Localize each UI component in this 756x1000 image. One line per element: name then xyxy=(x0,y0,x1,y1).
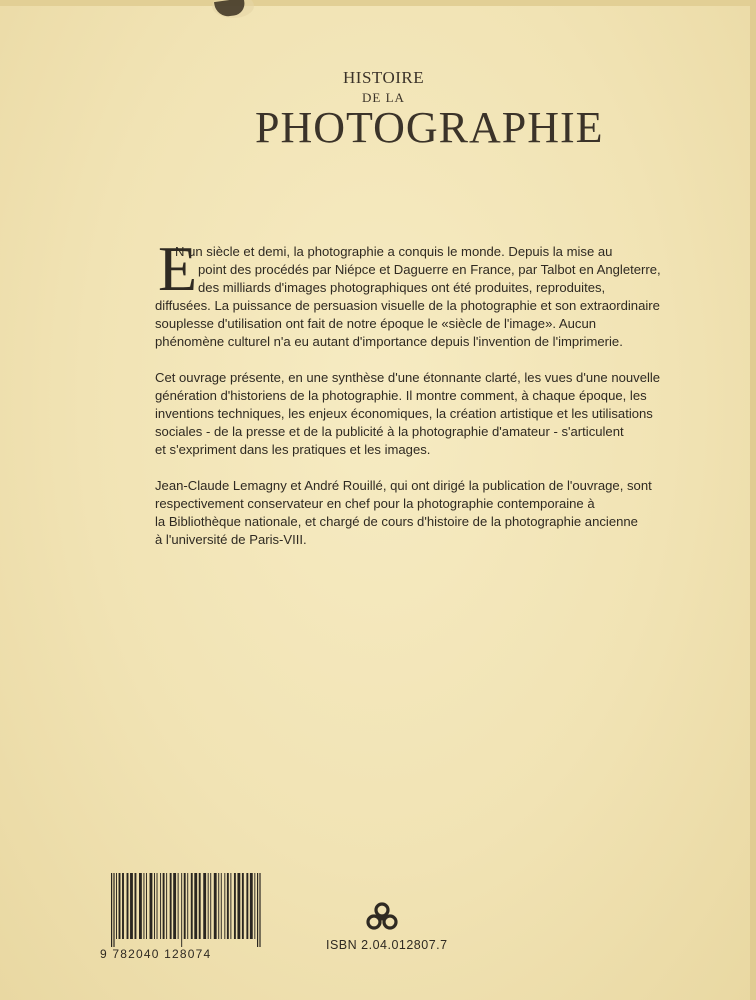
cover-top-edge xyxy=(0,0,756,6)
text-line: Jean-Claude Lemagny et André Rouillé, qui ont dirigé la publication de l'ouvrage, sont xyxy=(155,478,652,493)
text-line: et s'expriment dans les pratiques et les images. xyxy=(155,442,431,457)
text-line: la Bibliothèque nationale, et chargé de cours d'histoire de la photographie ancienne xyxy=(155,514,638,529)
text-line: phénomène culturel n'a eu autant d'importance depuis l'invention de l'imprimerie. xyxy=(155,334,623,349)
paragraph-intro xyxy=(155,233,661,351)
book-title xyxy=(240,68,604,168)
isbn-number: ISBN 2.04.012807.7 xyxy=(326,938,448,952)
text-line: inventions techniques, les enjeux économiques, la création artistique et les utilisations xyxy=(155,406,653,421)
title-line-photographie: PHOTOGRAPHIE xyxy=(255,103,604,152)
barcode-bars xyxy=(109,873,264,947)
text-line: sociales - de la presse et de la publicité à la photographie d'amateur - s'articulent xyxy=(155,424,624,439)
title-line-de-la: DE LA xyxy=(362,90,405,105)
text-line: point des procédés par Niépce et Daguerre en France, par Talbot en Angleterre, xyxy=(198,262,661,277)
text-line: N un siècle et demi, la photographie a conquis le monde. Depuis la mise au xyxy=(175,244,613,259)
cover-right-edge xyxy=(750,0,756,1000)
blurb-text xyxy=(155,233,661,549)
text-line: à l'université de Paris-VIII. xyxy=(155,532,307,547)
title-line-histoire: HISTOIRE xyxy=(343,68,425,87)
text-line: Cet ouvrage présente, en une synthèse d'une étonnante clarté, les vues d'une nouvelle xyxy=(155,370,661,385)
barcode-number: 9 782040 128074 xyxy=(100,947,212,961)
drop-cap: E xyxy=(158,233,198,304)
larousse-trefoil-icon xyxy=(364,901,400,931)
text-line: génération d'historiens de la photographie. Il montre comment, à chaque époque, les xyxy=(155,388,647,403)
text-line: souplesse d'utilisation ont fait de notre époque le «siècle de l'image». Aucun xyxy=(155,316,597,331)
text-line: des milliards d'images photographiques ont été produites, reproduites, xyxy=(198,280,606,295)
paragraph-content xyxy=(155,369,661,459)
text-line: diffusées. La puissance de persuasion visuelle de la photographie et son extraordinaire xyxy=(155,298,660,313)
barcode xyxy=(109,873,264,949)
paragraph-authors xyxy=(155,477,652,549)
text-line: respectivement conservateur en chef pour la photographie contemporaine à xyxy=(155,496,595,511)
